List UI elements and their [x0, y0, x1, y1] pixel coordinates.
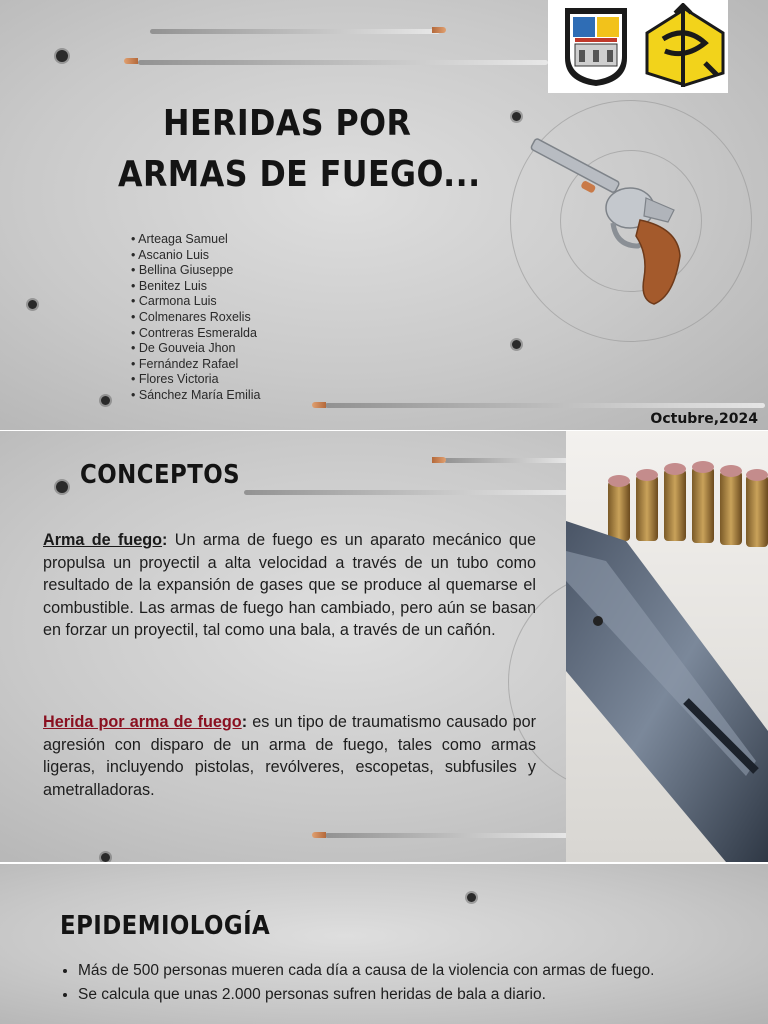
- bullet: [432, 457, 446, 463]
- list-item: • Ascanio Luis: [131, 248, 260, 264]
- bullet-hole-icon: [512, 340, 521, 349]
- list-item: • De Gouveia Jhon: [131, 341, 260, 357]
- list-item: • Arteaga Samuel: [131, 232, 260, 248]
- list-item: • Bellina Giuseppe: [131, 263, 260, 279]
- list-item: • Más de 500 personas mueren cada día a causa de la violencia con armas de fuego.: [78, 961, 758, 981]
- list-item: • Contreras Esmeralda: [131, 326, 260, 342]
- bullet-trail: [325, 403, 765, 408]
- definition-text: Un arma de fuego es un aparato mecánico que propulsa un proyectil a alta velocidad a través de un tubo como resultado de la expansión de gases que se produce al quemarse el combustible. Las armas de fuego han cambiado, pero aún se basan en forzar un proyectil, tal como una bala, a través de un cañón.: [43, 531, 536, 640]
- list-item: • Carmona Luis: [131, 294, 260, 310]
- bullet-trail: [325, 833, 568, 838]
- epidemiology-list: [60, 961, 758, 1009]
- logo-box: [548, 0, 728, 93]
- bullet: [312, 832, 326, 838]
- title-slide: [0, 0, 768, 430]
- list-item: • Benitez Luis: [131, 279, 260, 295]
- emblem-logo-icon: [643, 3, 727, 89]
- bullet-hole-icon: [56, 481, 68, 493]
- bullet: [432, 27, 446, 33]
- list-item: • Flores Victoria: [131, 372, 260, 388]
- bullet-trail: [138, 60, 548, 65]
- term-colon: :: [162, 531, 168, 549]
- list-item: • Sánchez María Emilia: [131, 388, 260, 404]
- bullet-hole-icon: [28, 300, 37, 309]
- term-label: Arma de fuego: [43, 531, 163, 549]
- page-title: HERIDAS POR: [163, 103, 412, 144]
- term-colon: :: [241, 713, 248, 731]
- list-item: • Se calcula que unas 2.000 personas sufren heridas de bala a diario.: [78, 985, 758, 1005]
- epidemiology-slide: [0, 864, 768, 1024]
- concepts-slide: [0, 431, 768, 862]
- definition-firearm: [43, 529, 536, 642]
- bullet-hole-icon: [101, 853, 110, 862]
- bullet-trail: [444, 458, 568, 463]
- bullet-trail: [244, 490, 568, 495]
- bullet-hole-icon: [512, 112, 521, 121]
- university-seal-icon: [563, 6, 629, 88]
- section-heading: EPIDEMIOLOGÍA: [60, 911, 271, 941]
- definition-text: es un tipo de traumatismo causado por agresión con disparo de un arma de fuego, tales como armas ligeras, incluyendo pistolas, revólveres, escopetas, subfusiles y ametralladoras.: [43, 713, 536, 799]
- term-label: Herida por arma de fuego: [43, 713, 242, 731]
- bullet-hole-icon: [467, 893, 476, 902]
- bullet-hole-icon: [56, 50, 68, 62]
- member-list: [131, 232, 260, 404]
- bullet: [124, 58, 138, 64]
- page-title-line2: ARMAS DE FUEGO...: [118, 154, 481, 195]
- bullet-hole-icon: [101, 396, 110, 405]
- revolver-icon: [528, 128, 688, 308]
- pistol-photo: [566, 431, 768, 862]
- list-item: • Fernández Rafael: [131, 357, 260, 373]
- section-heading: CONCEPTOS: [80, 460, 241, 490]
- list-item: • Colmenares Roxelis: [131, 310, 260, 326]
- bullet: [312, 402, 326, 408]
- date-label: Octubre,2024: [650, 411, 758, 427]
- definition-gunshot-wound: [43, 711, 536, 801]
- pistol-icon: [566, 431, 768, 862]
- bullet-trail: [150, 29, 440, 34]
